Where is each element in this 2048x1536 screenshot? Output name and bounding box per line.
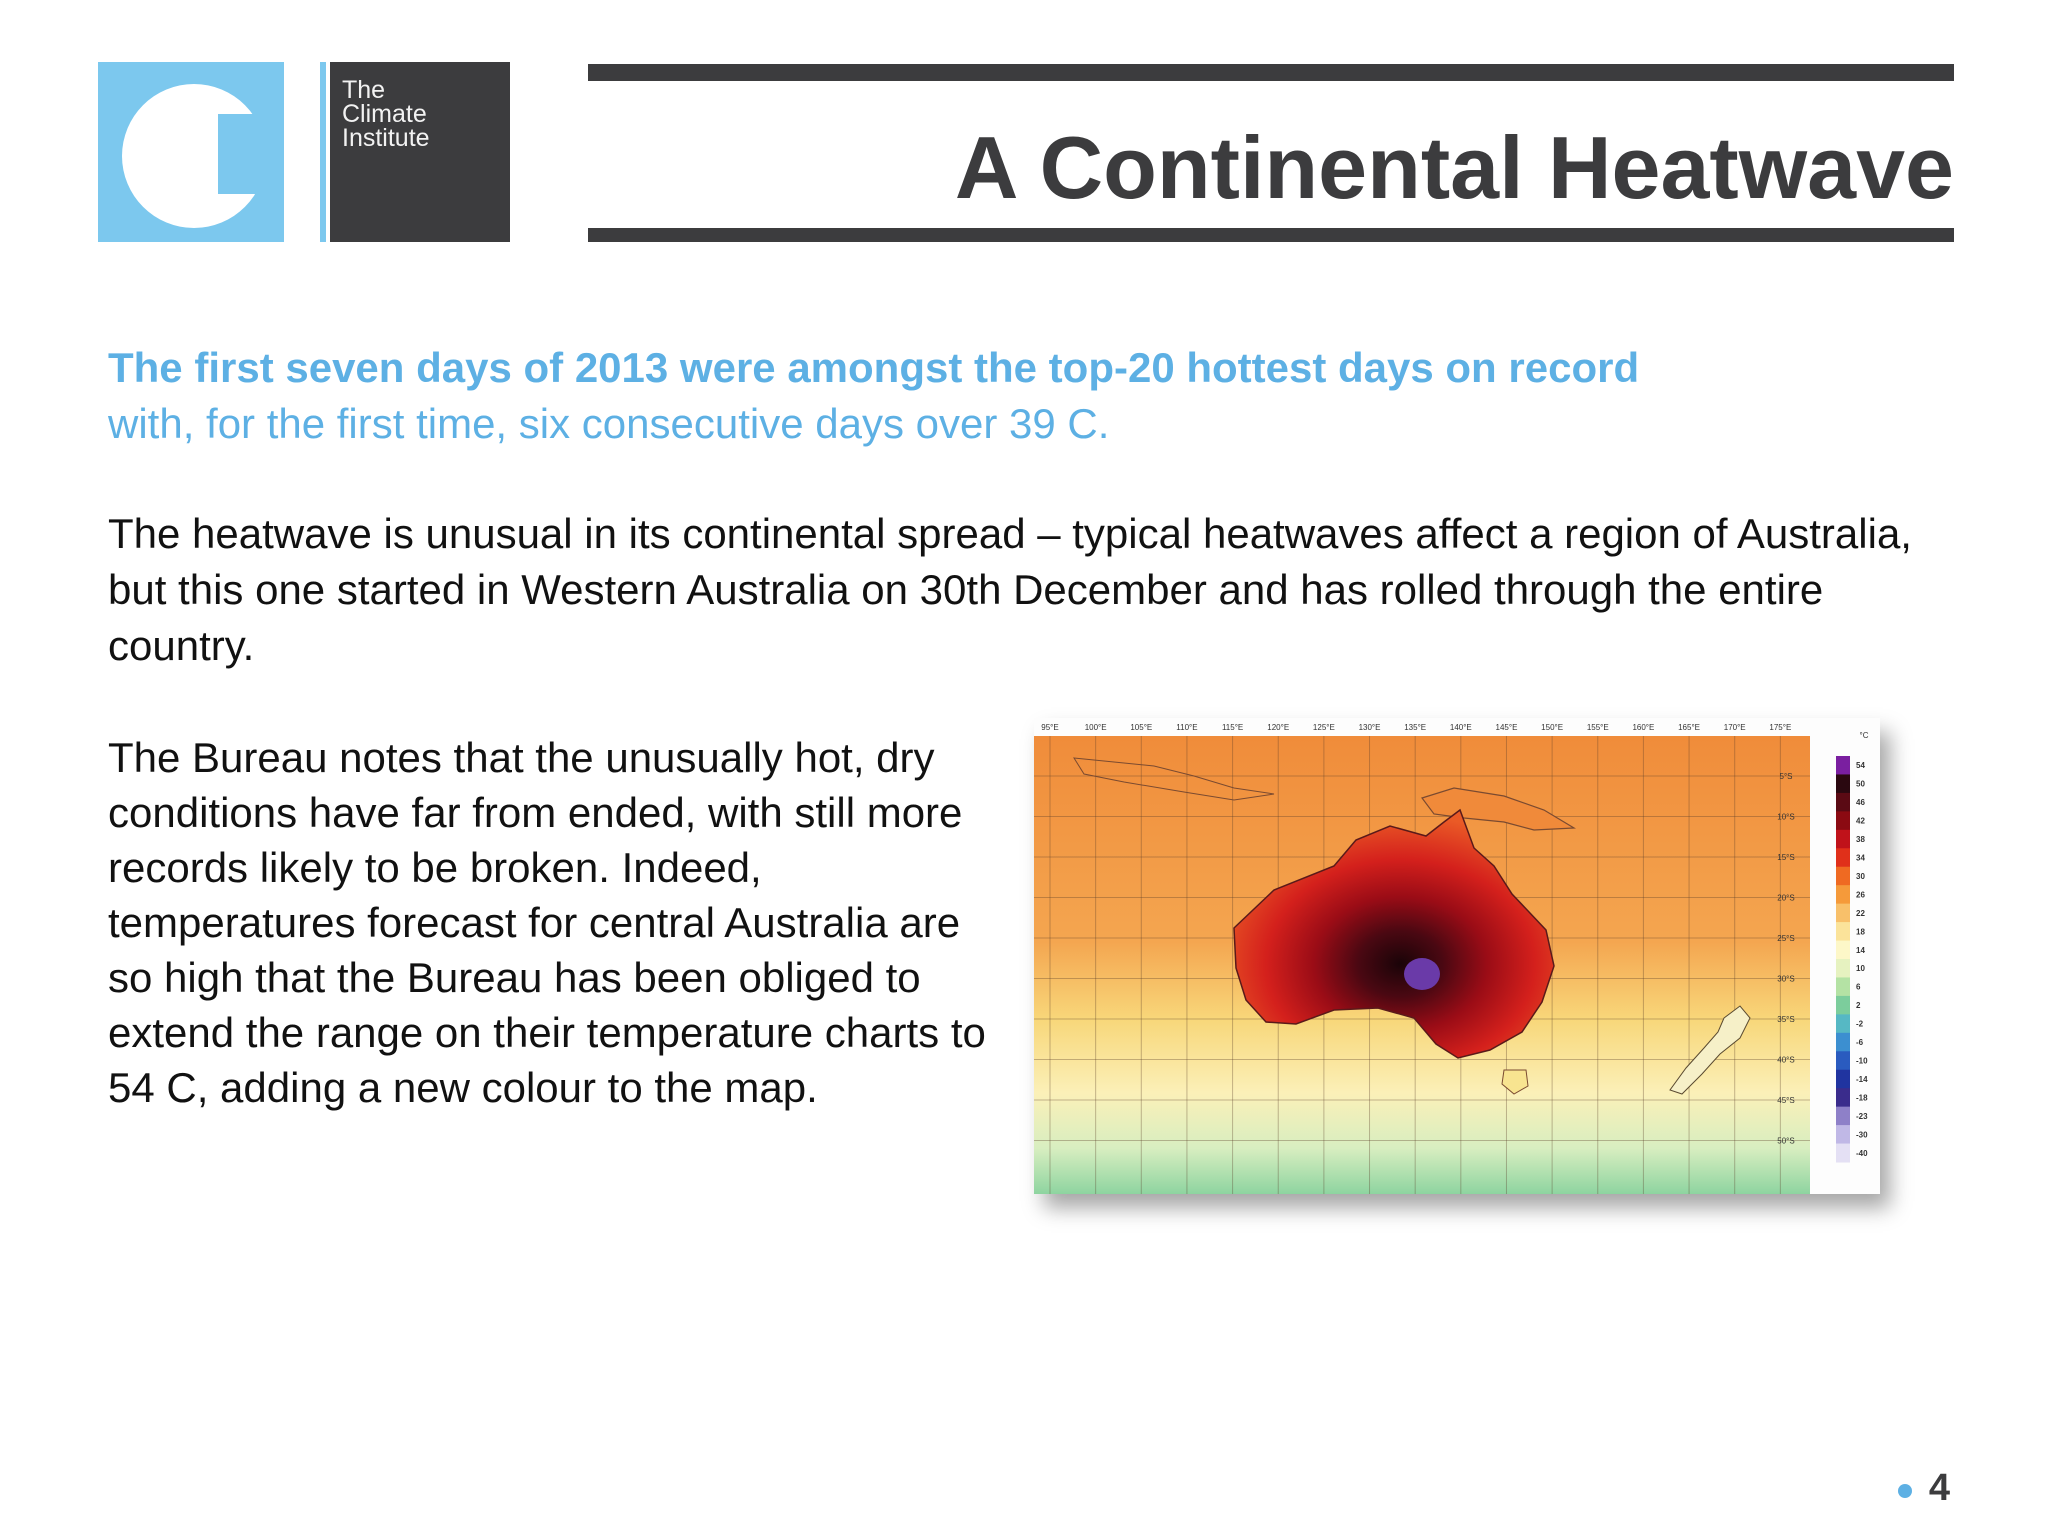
legend-swatch — [1836, 977, 1850, 996]
latitude-label: 50°S — [1777, 1136, 1795, 1146]
longitude-label: 170°E — [1723, 723, 1746, 732]
latitude-label: 45°S — [1777, 1096, 1795, 1105]
temperature-legend — [1836, 731, 1869, 1163]
legend-value-label: 26 — [1856, 890, 1865, 900]
title-rule-top — [588, 64, 1954, 81]
legend-value-label: 42 — [1856, 816, 1865, 826]
legend-value-label: -2 — [1856, 1019, 1864, 1029]
latitude-label: 20°S — [1777, 893, 1795, 903]
longitude-label: 140°E — [1449, 723, 1472, 732]
latitude-label: 15°S — [1777, 853, 1795, 862]
legend-swatch — [1836, 774, 1850, 793]
legend-swatch — [1836, 904, 1850, 923]
logo-i-shape — [284, 62, 320, 242]
longitude-labels — [1041, 723, 1791, 732]
logo-ci-mark — [98, 62, 326, 242]
legend-value-label: 50 — [1856, 779, 1865, 789]
lead-normal-text: with, for the first time, six consecutive days over 39 C. — [108, 400, 1110, 447]
legend-value-label: 38 — [1856, 835, 1865, 845]
longitude-label: 175°E — [1769, 723, 1792, 732]
climate-institute-logo — [98, 62, 510, 242]
legend-swatch — [1836, 1051, 1850, 1070]
legend-value-label: 18 — [1856, 927, 1865, 937]
longitude-label: 115°E — [1221, 723, 1244, 732]
slide-title: A Continental Heatwave — [954, 118, 1954, 217]
logo-line-2: Climate — [342, 100, 427, 128]
logo-line-3: Institute — [342, 124, 430, 152]
legend-swatch — [1836, 811, 1850, 830]
longitude-label: 150°E — [1541, 723, 1564, 732]
legend-swatch — [1836, 941, 1850, 960]
longitude-label: 145°E — [1495, 723, 1518, 732]
longitude-label: 120°E — [1267, 723, 1290, 732]
legend-swatch — [1836, 1144, 1850, 1163]
legend-swatch — [1836, 793, 1850, 812]
legend-value-label: 30 — [1856, 871, 1865, 881]
latitude-label: 30°S — [1777, 974, 1795, 984]
longitude-label: 100°E — [1084, 723, 1107, 732]
longitude-label: 155°E — [1586, 723, 1609, 732]
legend-swatch — [1836, 756, 1850, 775]
legend-swatch — [1836, 922, 1850, 941]
longitude-label: 110°E — [1176, 723, 1198, 732]
latitude-label: 25°S — [1777, 934, 1795, 943]
legend-value-label: 54 — [1856, 761, 1865, 771]
legend-swatch — [1836, 1107, 1850, 1126]
legend-value-label: 10 — [1856, 964, 1865, 974]
legend-unit-label: °C — [1859, 731, 1869, 740]
legend-value-label: -40 — [1856, 1148, 1868, 1158]
legend-swatch — [1836, 1125, 1850, 1144]
legend-value-label: 2 — [1856, 1001, 1861, 1011]
longitude-label: 105°E — [1130, 723, 1153, 732]
legend-value-label: 6 — [1856, 982, 1861, 992]
longitude-label: 95°E — [1041, 723, 1059, 732]
lead-text — [108, 340, 1908, 452]
legend-value-label: 34 — [1856, 853, 1865, 863]
temperature-peak-region — [1404, 958, 1440, 990]
logo-c-cutout — [218, 114, 278, 194]
longitude-label: 130°E — [1358, 723, 1381, 732]
legend-value-label: 14 — [1856, 945, 1865, 955]
legend-value-label: -18 — [1856, 1093, 1868, 1103]
title-rule-bottom — [588, 228, 1954, 242]
legend-value-label: -10 — [1856, 1056, 1868, 1066]
legend-value-label: -6 — [1856, 1038, 1864, 1048]
page-number: 4 — [1928, 1467, 1950, 1509]
longitude-label: 125°E — [1312, 723, 1335, 732]
legend-swatch — [1836, 867, 1850, 886]
page-bullet-dot — [1898, 1484, 1912, 1498]
latitude-label: 35°S — [1777, 1015, 1795, 1024]
legend-value-label: -30 — [1856, 1130, 1868, 1140]
legend-swatch — [1836, 1070, 1850, 1089]
legend-value-label: -23 — [1856, 1111, 1868, 1121]
longitude-label: 135°E — [1404, 723, 1427, 732]
paragraph-bureau-notes: The Bureau notes that the unusually hot, dry conditions have far from ended, with still more records likely to be broken. Indeed, temperatures forecast for central Australia are so high that the Bureau has been obliged to extend the range on their temperature charts to 54 C, adding a new colour to the map. — [108, 734, 986, 1111]
logo-wordmark — [330, 62, 510, 242]
legend-swatch — [1836, 885, 1850, 904]
legend-value-label: -14 — [1856, 1074, 1868, 1084]
legend-swatch — [1836, 959, 1850, 978]
legend-swatch — [1836, 996, 1850, 1015]
latitude-label: 5°S — [1779, 772, 1793, 781]
legend-swatch — [1836, 830, 1850, 849]
temperature-forecast-map — [1034, 718, 1880, 1194]
legend-value-label: 46 — [1856, 798, 1865, 808]
longitude-label: 160°E — [1632, 723, 1655, 732]
legend-swatch — [1836, 1014, 1850, 1033]
legend-swatch — [1836, 1088, 1850, 1107]
longitude-label: 165°E — [1678, 723, 1701, 732]
lead-bold-text: The first seven days of 2013 were amongst the top-20 hottest days on record — [108, 344, 1640, 391]
paragraph-continental-spread: The heatwave is unusual in its continental spread – typical heatwaves affect a region of Australia, but this one started in Western Australia on 30th December and has rolled through the entire country. — [108, 510, 1912, 669]
latitude-label: 40°S — [1777, 1055, 1795, 1065]
map-svg — [1034, 718, 1880, 1194]
latitude-label: 10°S — [1777, 812, 1795, 822]
legend-value-label: 22 — [1856, 908, 1865, 918]
legend-swatch — [1836, 848, 1850, 867]
legend-swatch — [1836, 1033, 1850, 1052]
logo-line-1: The — [342, 76, 386, 104]
